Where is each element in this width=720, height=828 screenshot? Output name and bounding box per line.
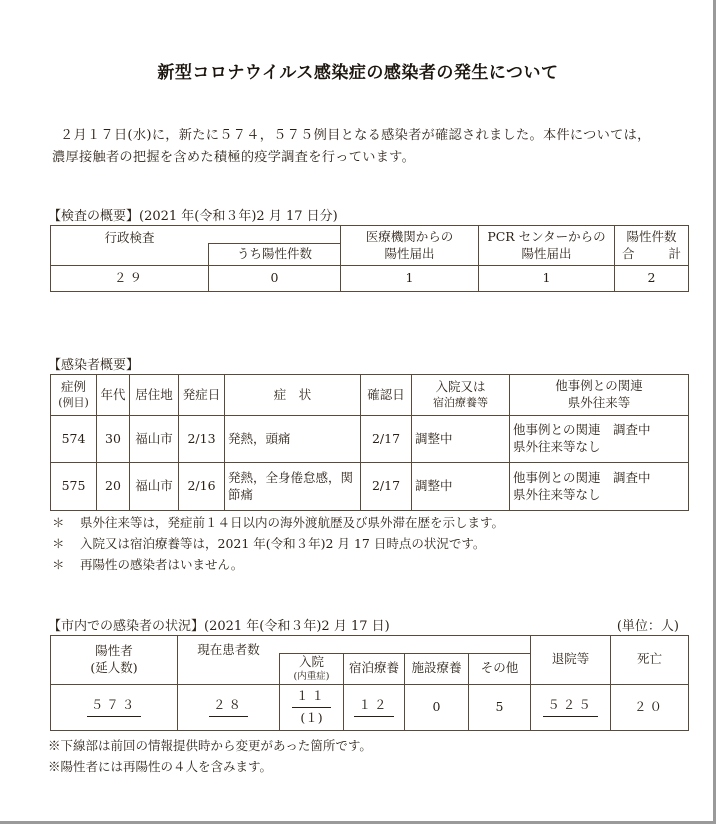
- header-total-l2b: 計: [668, 245, 681, 261]
- header-total: [615, 226, 689, 266]
- header-residence: 居住地: [130, 375, 179, 416]
- header-total-line1: 陽性件数: [626, 228, 677, 244]
- value-pcr: 1: [479, 266, 615, 292]
- value-positive-text: ５７３: [87, 697, 142, 717]
- value-other: 5: [469, 684, 531, 730]
- note-1: ※下線部は前回の情報提供時から変更があった箇所です。: [48, 738, 372, 753]
- header-medical-line1: 医療機関からの: [365, 228, 454, 244]
- asterisk-icon: ＊: [52, 536, 65, 551]
- value-hotel-text: １２: [354, 697, 393, 717]
- header-positive: [51, 636, 178, 685]
- header-admin-test: [51, 229, 209, 266]
- header-deaths: 死亡: [611, 636, 689, 685]
- cases-section-label: 【感染者概要】: [48, 358, 140, 373]
- value-hotel: [344, 684, 405, 730]
- cases-header-row: [51, 375, 689, 416]
- header-case-line1: 症例: [60, 379, 86, 395]
- value-current-text: ２８: [209, 697, 248, 717]
- city-status-table: [50, 635, 689, 731]
- footnote-1: [52, 513, 504, 531]
- header-case-line2: (例目): [58, 396, 89, 410]
- header-hospitalized: [280, 654, 344, 685]
- value-hospitalized-text: １１: [292, 688, 331, 708]
- footnote-text: 再陽性の感染者はいません。: [80, 557, 244, 572]
- header-hospitalized-line2: (内重症): [293, 670, 330, 682]
- header-discharged: 退院等: [531, 636, 611, 685]
- header-relation: [510, 375, 689, 416]
- value-discharged: [531, 684, 611, 730]
- header-total-l2a: 合: [622, 245, 635, 261]
- cell-residence: 福山市: [130, 416, 179, 463]
- value-medical: 1: [341, 266, 479, 292]
- header-medical: [341, 226, 479, 266]
- cell-onset: 2/16: [179, 463, 225, 511]
- cell-confirmed: 2/17: [361, 416, 412, 463]
- asterisk-icon: ＊: [52, 515, 65, 530]
- testing-table: [50, 225, 689, 292]
- header-pcr-line1: PCR センターからの: [487, 228, 606, 244]
- header-hospitalized-line1: 入院: [298, 654, 324, 669]
- footnote-text: 県外往来等は，発症前１４日以内の海外渡航歴及び県外滞在歴を示します。: [80, 515, 505, 530]
- value-current: [178, 684, 280, 730]
- header-relation-line2: 県外往来等: [567, 395, 631, 410]
- page-title: 新型コロナウイルス感染症の感染者の発生について: [157, 63, 559, 83]
- header-pcr: [479, 226, 615, 266]
- header-other: その他: [469, 654, 531, 685]
- footnote-3: [52, 555, 243, 573]
- cell-residence: 福山市: [130, 463, 179, 511]
- header-facility: 施設療養: [405, 654, 469, 685]
- header-hospital-line2: 宿泊療養等: [433, 396, 488, 410]
- cases-table: [50, 374, 689, 511]
- value-severe-text: (１): [300, 709, 323, 725]
- header-positive-line2: (延人数): [90, 659, 138, 675]
- cell-hospital: 調整中: [412, 463, 510, 511]
- table-row: [51, 463, 689, 511]
- testing-section-label: 【検査の概要】(2021 年(令和３年)2 月 17 日分): [48, 209, 338, 224]
- header-admin-test-label: 行政検査: [104, 229, 155, 245]
- value-discharged-text: ５２５: [543, 697, 598, 717]
- cell-age: 20: [97, 463, 130, 511]
- note-2: ※陽性者には再陽性の４人を含みます。: [48, 759, 273, 774]
- value-total: 2: [615, 266, 689, 292]
- header-confirmed: 確認日: [361, 375, 412, 416]
- value-facility: 0: [405, 684, 469, 730]
- header-hospital-line1: 入院又は: [435, 379, 486, 395]
- city-status-section-label: 【市内での感染者の状況】(2021 年(令和３年)2 月 17 日): [48, 619, 390, 634]
- intro-line-1: ２月１７日(水)に，新たに５７４，５７５例目となる感染者が確認されました。本件については，: [60, 128, 651, 143]
- value-positive: [51, 684, 178, 730]
- cell-relation-line2: 県外往来等なし: [513, 439, 601, 454]
- header-pcr-line2: 陽性届出: [521, 245, 572, 261]
- cell-relation-line2: 県外往来等なし: [513, 486, 601, 502]
- intro-line-2: 濃厚接触者の把握を含めた積極的疫学調査を行っています。: [52, 150, 416, 165]
- value-deaths: ２０: [611, 684, 689, 730]
- header-admin-positive: うち陽性件数: [209, 244, 341, 266]
- header-symptoms: 症 状: [225, 375, 361, 416]
- cell-hospital: 調整中: [412, 416, 510, 463]
- cell-symptoms: 発熱，頭痛: [225, 416, 361, 463]
- table-row: [51, 416, 689, 463]
- header-current: [178, 641, 280, 685]
- cell-relation: [510, 463, 689, 511]
- cell-age: 30: [97, 416, 130, 463]
- cell-relation-line1: 他事例との関連 調査中: [513, 469, 651, 485]
- cell-relation: [510, 416, 689, 463]
- cell-relation-line1: 他事例との関連 調査中: [513, 422, 651, 438]
- asterisk-icon: ＊: [52, 557, 65, 572]
- cell-case: 574: [51, 416, 97, 463]
- header-relation-line1: 他事例との関連: [555, 378, 643, 394]
- cell-confirmed: 2/17: [361, 463, 412, 511]
- cell-onset: 2/13: [179, 416, 225, 463]
- footnote-text: 入院又は宿泊療養等は，2021 年(令和３年)2 月 17 日時点の状況です。: [80, 536, 486, 551]
- city-status-values-row: [51, 684, 689, 730]
- header-hotel: 宿泊療養: [344, 654, 405, 685]
- header-positive-line1: 陽性者: [95, 642, 133, 658]
- value-admin-positive: 0: [209, 266, 341, 292]
- unit-label: (単位：人): [616, 619, 679, 634]
- header-age: 年代: [97, 375, 130, 416]
- header-medical-line2: 陽性届出: [384, 245, 435, 261]
- value-admin-test: ２９: [51, 266, 209, 292]
- value-hospitalized: [280, 684, 344, 730]
- header-current-label: 現在患者数: [197, 641, 260, 657]
- cell-case: 575: [51, 463, 97, 511]
- footnote-2: [52, 534, 485, 552]
- header-total-line2: [618, 246, 685, 263]
- header-onset: 発症日: [179, 375, 225, 416]
- cell-symptoms: 発熱，全身倦怠感，関節痛: [225, 463, 361, 511]
- header-case: [51, 375, 97, 416]
- header-hospital: [412, 375, 510, 416]
